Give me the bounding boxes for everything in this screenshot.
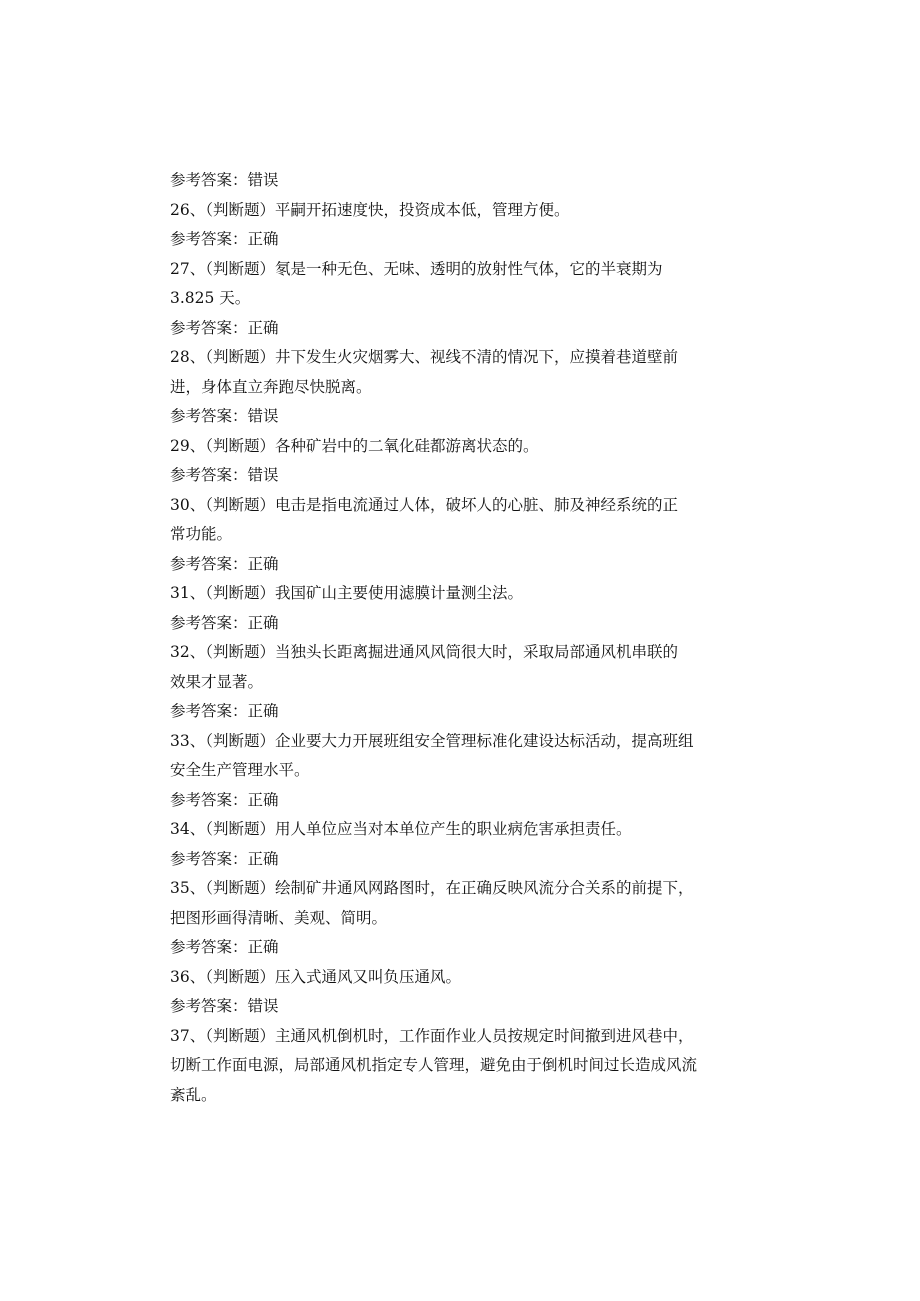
question-33-continued: 安全生产管理水平。 (170, 761, 310, 779)
answer-line: 参考答案：正确 (170, 702, 279, 720)
question-37-continued: 切断工作面电源，局部通风机指定专人管理，避免由于倒机时间过长造成风流 (170, 1056, 698, 1074)
question-26: 26、（判断题）平嗣开拓速度快，投资成本低，管理方便。 (170, 200, 570, 219)
question-35-continued: 把图形画得清晰、美观、简明。 (170, 908, 388, 927)
answer-line: 参考答案：错误 (170, 466, 279, 484)
question-29: 29、（判断题）各种矿岩中的二氧化硅都游离状态的。 (170, 436, 539, 455)
answer-line: 参考答案：正确 (170, 230, 279, 248)
answer-line: 参考答案：正确 (170, 613, 279, 632)
question-28: 28、（判断题）井下发生火灾烟雾大、视线不清的情况下，应摸着巷道壁前 (170, 348, 678, 366)
answer-line: 参考答案：错误 (170, 171, 279, 189)
question-33: 33、（判断题）企业要大力开展班组安全管理标准化建设达标活动，提高班组 (170, 731, 694, 750)
question-27-continued: 3.825 天。 (170, 289, 251, 307)
question-27: 27、（判断题）氡是一种无色、无味、透明的放射性气体，它的半衰期为 (170, 259, 663, 278)
question-31: 31、（判断题）我国矿山主要使用滤膜计量测尘法。 (170, 584, 523, 602)
answer-line: 参考答案：错误 (170, 997, 279, 1015)
question-30-continued: 常功能。 (170, 525, 233, 543)
question-37-continued: 紊乱。 (170, 1085, 217, 1104)
question-35: 35、（判断题）绘制矿井通风网路图时，在正确反映风流分合关系的前提下， (170, 879, 694, 897)
question-34: 34、（判断题）用人单位应当对本单位产生的职业病危害承担责任。 (170, 820, 632, 838)
question-32-continued: 效果才显著。 (170, 672, 264, 691)
answer-line: 参考答案：正确 (170, 938, 279, 956)
answer-line: 参考答案：正确 (170, 554, 279, 573)
question-28-continued: 进，身体直立奔跑尽快脱离。 (170, 377, 372, 396)
answer-line: 参考答案：正确 (170, 790, 279, 809)
question-36: 36、（判断题）压入式通风又叫负压通风。 (170, 967, 461, 986)
question-37: 37、（判断题）主通风机倒机时，工作面作业人员按规定时间撤到进风巷中， (170, 1026, 694, 1045)
document-body (170, 166, 760, 1110)
question-32: 32、（判断题）当独头长距离掘进通风风筒很大时，采取局部通风机串联的 (170, 643, 678, 661)
answer-line: 参考答案：正确 (170, 318, 279, 337)
question-30: 30、（判断题）电击是指电流通过人体，破坏人的心脏、肺及神经系统的正 (170, 495, 678, 514)
answer-line: 参考答案：正确 (170, 849, 279, 868)
answer-line: 参考答案：错误 (170, 407, 279, 425)
